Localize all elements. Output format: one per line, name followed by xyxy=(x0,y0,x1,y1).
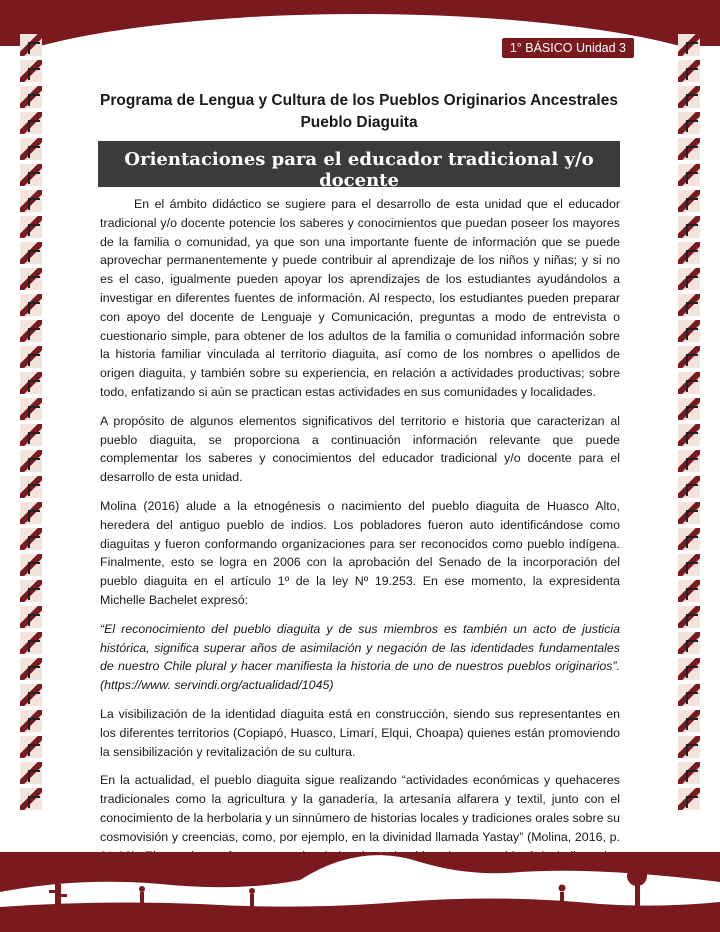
border-pattern-tile xyxy=(678,294,700,316)
paragraph-5: La visibilización de la identidad diaguita está en construcción, siendo sus representantes en los diferentes territorios (Copiapó, Huasco, Limarí, Elqui, Choapa) quienes están promoviendo la sensibilización y revitalización de su cultura. xyxy=(100,706,620,759)
border-pattern-tile xyxy=(20,554,42,576)
border-pattern-tile xyxy=(678,242,700,264)
paragraph-1: En el ámbito didáctico se sugiere para el desarrollo de esta unidad que el educador tradicional y/o docente potencie los saberes y conocimientos que puedan poseer los mayores de la familia o comunidad, ya que son una importante fuente de información que se puede aprovechar permanentemente y puede contribuir al aprendizaje de los niños y niñas; y si no es el caso, igualmente pueden apoyar los aprendizajes de los estudiantes ayudándolos a investigar en diferentes fuentes de información. Al respecto, los estudiantes pueden preparar con apoyo del docente de Lenguaje y Comunicación, preguntas a modo de entrevista o cuestionario simple, para obtener de los adultos de la familia o comunidad información sobre la historia familiar vinculada al territorio diaguita, así como de los nombres o apellidos de origen diaguita, y también sobre su experiencia, en relación a actividades productivas; sobre todo, enfatizando si aún se practican estas actividades en sus comunidades y localidades. xyxy=(100,197,620,399)
border-pattern-tile xyxy=(20,710,42,732)
border-pattern-tile xyxy=(20,268,42,290)
border-pattern-tile xyxy=(20,190,42,212)
border-pattern-tile xyxy=(678,424,700,446)
border-pattern-tile xyxy=(678,164,700,186)
border-pattern-tile xyxy=(678,606,700,628)
border-pattern-tile xyxy=(20,632,42,654)
border-pattern-tile xyxy=(678,398,700,420)
border-pattern-tile xyxy=(678,138,700,160)
border-pattern-tile xyxy=(20,346,42,368)
paragraph-2: A propósito de algunos elementos significativos del territorio e historia que caracterizan al pueblo diaguita, se proporciona a continuación información relevante que puede complementar los saberes y conocimientos del educador tradicional y/o docente para el desarrollo de esta unidad. xyxy=(100,413,620,485)
border-pattern-tile xyxy=(20,476,42,498)
border-pattern-tile xyxy=(678,632,700,654)
border-pattern-tile xyxy=(678,268,700,290)
left-decorative-border xyxy=(20,34,42,834)
border-pattern-tile xyxy=(678,476,700,498)
border-pattern-tile xyxy=(20,502,42,524)
border-pattern-tile xyxy=(678,658,700,680)
border-pattern-tile xyxy=(678,86,700,108)
border-pattern-tile xyxy=(20,684,42,706)
grade-unit-badge: 1° BÁSICO Unidad 3 xyxy=(502,38,634,58)
landscape-silhouette xyxy=(0,822,720,932)
border-pattern-tile xyxy=(678,346,700,368)
program-title: Programa de Lengua y Cultura de los Pueblos Originarios Ancestrales xyxy=(100,92,618,109)
border-pattern-tile xyxy=(20,450,42,472)
border-pattern-tile xyxy=(678,60,700,82)
border-pattern-tile xyxy=(678,372,700,394)
paragraph-3: Molina (2016) alude a la etnogénesis o nacimiento del pueblo diaguita de Huasco Alto, heredera del antiguo pueblo de indios. Los pobladores fueron auto identificándose como diaguitas y fueron conformando organizaciones para ser reconocidos como pueblo indígena. Finalmente, esto se logra en 2006 con la aprobación del Senado de la incorporación del pueblo diaguita en el artículo 1º de la ley Nº 19.253. En ese momento, la expresidenta Michelle Bachelet expresó: xyxy=(100,498,620,607)
border-pattern-tile xyxy=(678,554,700,576)
border-pattern-tile xyxy=(20,242,42,264)
right-decorative-border xyxy=(678,34,700,834)
body-text xyxy=(100,195,620,894)
border-pattern-tile xyxy=(678,502,700,524)
border-pattern-tile xyxy=(20,34,42,56)
section-banner xyxy=(98,141,620,191)
section-heading: Orientaciones para el educador tradicional y/o docente xyxy=(124,149,594,191)
border-pattern-tile xyxy=(20,320,42,342)
border-pattern-tile xyxy=(20,762,42,784)
border-pattern-tile xyxy=(20,398,42,420)
border-pattern-tile xyxy=(20,294,42,316)
people-title: Pueblo Diaguita xyxy=(300,114,418,131)
border-pattern-tile xyxy=(678,34,700,56)
border-pattern-tile xyxy=(678,528,700,550)
border-pattern-tile xyxy=(20,528,42,550)
border-pattern-tile xyxy=(20,112,42,134)
border-pattern-tile xyxy=(20,86,42,108)
border-pattern-tile xyxy=(678,190,700,212)
border-pattern-tile xyxy=(678,216,700,238)
border-pattern-tile xyxy=(678,320,700,342)
border-pattern-tile xyxy=(678,684,700,706)
border-pattern-tile xyxy=(20,580,42,602)
border-pattern-tile xyxy=(20,60,42,82)
border-pattern-tile xyxy=(20,138,42,160)
border-pattern-tile xyxy=(20,424,42,446)
quote-paragraph: “El reconocimiento del pueblo diaguita y de sus miembros es también un acto de justicia histórica, significa superar años de asimilación y negación de las identidades fundamentales de nuestro Chile plural y hacer manifiesta la historia de uno de nuestros pueblos originarios”. (https://www. servindi.org/actualidad/1045) xyxy=(100,621,620,693)
border-pattern-tile xyxy=(20,658,42,680)
paragraph-6: En la actualidad, el pueblo diaguita sigue realizando “actividades económicas y quehaceres tradicionales como la agricultura y la ganadería, la artesanía alfarera y textil, junto con el conocimiento de la herbolaria y un sinnúmero de historias locales y tradiciones orales sobre su cosmovisión y creencias, como, por ejemplo, en la divinidad llamada Yastay” (Molina, 2016, p. xyxy=(100,773,620,844)
border-pattern-tile xyxy=(20,164,42,186)
border-pattern-tile xyxy=(20,372,42,394)
border-pattern-tile xyxy=(20,216,42,238)
border-pattern-tile xyxy=(20,736,42,758)
border-pattern-tile xyxy=(678,112,700,134)
border-pattern-tile xyxy=(678,580,700,602)
border-pattern-tile xyxy=(678,736,700,758)
footer-illustration xyxy=(0,822,720,932)
border-pattern-tile xyxy=(678,450,700,472)
border-pattern-tile xyxy=(678,710,700,732)
border-pattern-tile xyxy=(678,762,700,784)
border-pattern-tile xyxy=(20,606,42,628)
border-pattern-tile xyxy=(20,788,42,810)
border-pattern-tile xyxy=(678,788,700,810)
